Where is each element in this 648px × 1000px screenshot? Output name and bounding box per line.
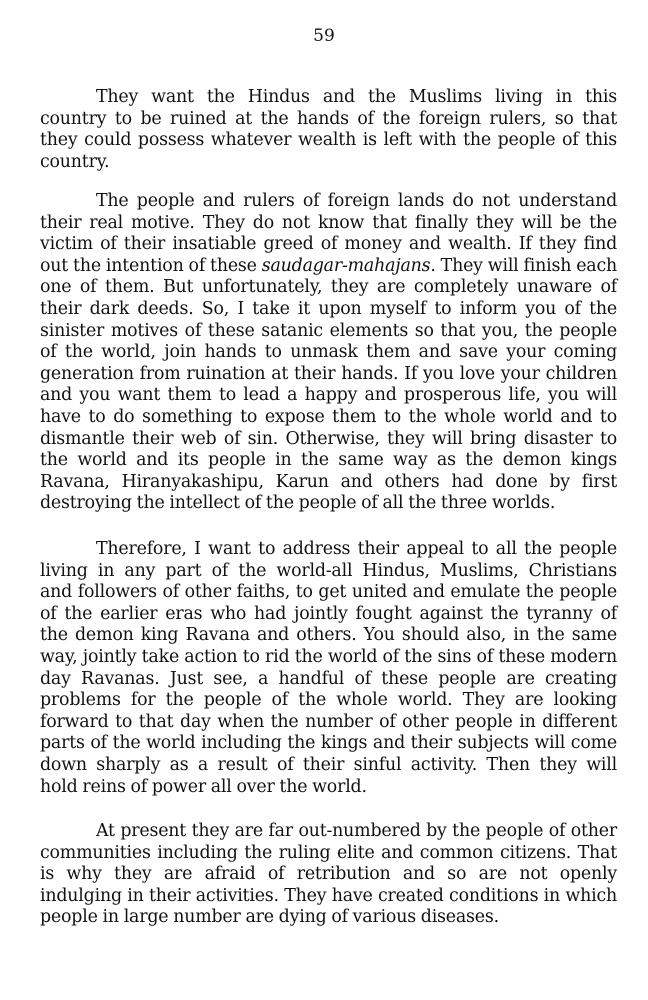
paragraph-line: day Ravanas. Just see, a handful of these people are creating (40, 668, 617, 689)
paragraph-line: Therefore, I want to address their appeal to all the people (96, 539, 617, 559)
paragraph-line: The people and rulers of foreign lands do not understand (96, 191, 617, 211)
paragraph-2 (40, 191, 617, 515)
paragraph-line: hold reins of power all over the world. (40, 776, 367, 797)
paragraph-line: destroying the intellect of the people of all the three worlds. (40, 493, 556, 514)
paragraph-line: their dark deeds. So, I take it upon myself to inform you of the (40, 298, 617, 319)
paragraph-line: indulging in their activities. They have created conditions in which (40, 885, 617, 906)
paragraph-line: of the world, join hands to unmask them and save your coming (40, 342, 617, 363)
paragraph-line: is why they are afraid of retribution and so are not openly (40, 864, 617, 885)
paragraph-line: country to be ruined at the hands of the foreign rulers, so that (40, 108, 617, 129)
paragraph-3 (40, 539, 617, 798)
paragraph-line: the demon king Ravana and others. You should also, in the same (40, 625, 617, 646)
paragraph-line: have to do something to expose them to the whole world and to (40, 406, 617, 427)
paragraph-line: At present they are far out-numbered by the people of other (96, 821, 617, 841)
paragraph-line: living in any part of the world-all Hindus, Muslims, Christians (40, 560, 617, 581)
paragraph-line: dismantle their web of sin. Otherwise, they will bring disaster to (40, 428, 617, 449)
paragraph-line: and you want them to lead a happy and prosperous life, you will (40, 385, 617, 406)
paragraph-line: Ravana, Hiranyakashipu, Karun and others had done by first (40, 471, 617, 492)
paragraph-line: people in large number are dying of various diseases. (40, 907, 499, 928)
paragraph-line: sinister motives of these satanic elements so that you, the people (40, 320, 617, 341)
paragraph-line: down sharply as a result of their sinful activity. Then they will (40, 754, 617, 775)
paragraph-line: generation from ruination at their hands. If you love your children (40, 363, 617, 384)
paragraph-line: they could possess whatever wealth is left with the people of this (40, 130, 617, 151)
paragraph-line: forward to that day when the number of other people in different (40, 711, 617, 732)
paragraph-line: of the earlier eras who had jointly fought against the tyranny of (40, 603, 617, 624)
paragraph-line: one of them. But unfortunately, they are completely unaware of (40, 277, 617, 298)
paragraph-line: They want the Hindus and the Muslims living in this (96, 87, 617, 107)
paragraph-1 (40, 87, 617, 173)
italic-term: saudagar-mahajans (261, 255, 431, 276)
paragraph-line: communities including the ruling elite and common citizens. That (40, 842, 617, 863)
paragraph-line: problems for the people of the whole world. They are looking (40, 690, 617, 711)
paragraph-line: victim of their insatiable greed of money and wealth. If they find (40, 234, 617, 255)
paragraph-line: the world and its people in the same way as the demon kings (40, 450, 617, 471)
paragraph-4 (40, 821, 617, 929)
paragraph-line: their real motive. They do not know that finally they will be the (40, 212, 617, 233)
page-number: 59 (313, 26, 335, 46)
paragraph-line: parts of the world including the kings and their subjects will come (40, 733, 617, 754)
paragraph-line: country. (40, 151, 110, 172)
paragraph-line-with-italic: out the intention of these saudagar-mahajans. They will finish each (40, 255, 618, 276)
paragraph-line: way, jointly take action to rid the world of the sins of these modern (40, 646, 617, 667)
paragraph-line: and followers of other faiths, to get united and emulate the people (40, 582, 617, 603)
